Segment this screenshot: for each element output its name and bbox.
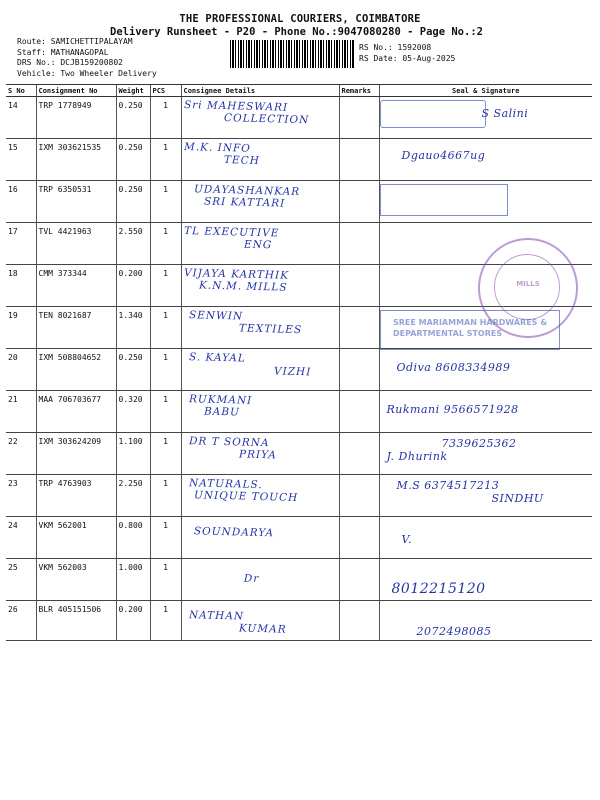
vehicle-label: Vehicle: Two Wheeler Delivery xyxy=(17,68,157,78)
consignee-line2: BABU xyxy=(203,405,240,419)
cell-consignee xyxy=(181,475,339,517)
cell-consignment: TEN 8021687 xyxy=(36,307,116,349)
consignee-line1: VIJAYA KARTHIK xyxy=(183,266,289,282)
cell-weight: 0.320 xyxy=(116,391,150,433)
consignee-line1: SENWIN xyxy=(188,309,243,323)
consignee-line2: TEXTILES xyxy=(238,322,302,337)
cell-weight: 0.250 xyxy=(116,349,150,391)
barcode xyxy=(230,40,355,68)
cell-pcs: 1 xyxy=(150,517,181,559)
drs-label: DRS No.: DCJB159200802 xyxy=(17,58,123,67)
header-meta xyxy=(17,37,157,79)
cell-consignment: IXM 303621535 xyxy=(36,139,116,181)
cell-signature xyxy=(379,601,592,641)
cell-remarks xyxy=(339,601,379,641)
cell-remarks xyxy=(339,559,379,601)
cell-weight: 2.250 xyxy=(116,475,150,517)
consignee-line1: DR T SORNA xyxy=(188,435,270,450)
cell-weight: 1.100 xyxy=(116,433,150,475)
route-label: Route: SAMICHETTIPALAYAM xyxy=(17,37,133,46)
rs-info xyxy=(359,42,455,64)
cell-consignee xyxy=(181,517,339,559)
cell-sno: 25 xyxy=(6,559,36,601)
signature-line1: Odiva 8608334989 xyxy=(396,361,511,374)
cell-weight: 0.250 xyxy=(116,181,150,223)
cell-sno: 26 xyxy=(6,601,36,641)
cell-pcs: 1 xyxy=(150,391,181,433)
hardware-stamp-text: SREE MARIAMMAN HARDWARES & DEPARTMENTAL STORES xyxy=(393,318,548,338)
cell-consignment: VKM 562003 xyxy=(36,559,116,601)
cell-consignment: MAA 706703677 xyxy=(36,391,116,433)
cell-remarks xyxy=(339,97,379,139)
cell-consignee xyxy=(181,97,339,139)
cell-consignment: TRP 1778949 xyxy=(36,97,116,139)
col-pcs: PCS xyxy=(150,85,181,97)
signature-line1: S Salini xyxy=(481,107,529,120)
consignee-line2: PRIYA xyxy=(238,448,277,462)
cell-pcs: 1 xyxy=(150,349,181,391)
cell-sno: 24 xyxy=(6,517,36,559)
cell-sno: 17 xyxy=(6,223,36,265)
consignee-line1: NATHAN xyxy=(188,609,244,623)
table-row xyxy=(6,601,592,641)
cell-remarks xyxy=(339,139,379,181)
consignee-line1: Dr xyxy=(243,572,259,585)
consignee-line2: KUMAR xyxy=(238,622,287,636)
cell-remarks xyxy=(339,349,379,391)
hardware-stamp xyxy=(380,310,560,350)
signature-line1: Rukmani 9566571928 xyxy=(386,403,519,416)
cell-sno: 23 xyxy=(6,475,36,517)
signature-line1: M.S 6374517213 xyxy=(396,479,500,492)
cell-remarks xyxy=(339,307,379,349)
cell-consignee xyxy=(181,433,339,475)
signature-line1: Dgauo4667ug xyxy=(401,149,486,162)
signature-line1: 7339625362 xyxy=(441,437,517,450)
cell-pcs: 1 xyxy=(150,601,181,641)
signature-line1: 2072498085 xyxy=(416,625,492,638)
table-row xyxy=(6,97,592,139)
signature-line1: V. xyxy=(401,533,413,546)
cell-consignee xyxy=(181,307,339,349)
col-sno: S No xyxy=(6,85,36,97)
cell-consignee xyxy=(181,391,339,433)
cell-pcs: 1 xyxy=(150,307,181,349)
consignee-line1: TL EXECUTIVE xyxy=(183,224,280,240)
table-row xyxy=(6,433,592,475)
consignee-line1: RUKMANI xyxy=(188,393,252,407)
cell-pcs: 1 xyxy=(150,559,181,601)
cell-sno: 14 xyxy=(6,97,36,139)
cell-consignee xyxy=(181,181,339,223)
company-name: THE PROFESSIONAL COURIERS, COIMBATORE xyxy=(179,13,421,25)
cell-signature xyxy=(379,433,592,475)
cell-consignee xyxy=(181,349,339,391)
cell-weight: 0.200 xyxy=(116,265,150,307)
table-header-row xyxy=(6,85,592,97)
shop-stamp xyxy=(380,100,486,128)
cell-signature xyxy=(379,517,592,559)
cell-consignment: IXM 508804652 xyxy=(36,349,116,391)
cell-pcs: 1 xyxy=(150,139,181,181)
cell-sno: 20 xyxy=(6,349,36,391)
cell-weight: 2.550 xyxy=(116,223,150,265)
cell-consignment: TRP 4763903 xyxy=(36,475,116,517)
cell-weight: 1.000 xyxy=(116,559,150,601)
table-row xyxy=(6,349,592,391)
cell-sno: 22 xyxy=(6,433,36,475)
consignee-line1: S. KAYAL xyxy=(188,351,246,365)
cell-consignment: CMM 373344 xyxy=(36,265,116,307)
consignee-line1: SOUNDARYA xyxy=(193,525,274,540)
col-consignment: Consignment No xyxy=(36,85,116,97)
col-seal: Seal & Signature xyxy=(379,85,592,97)
cell-pcs: 1 xyxy=(150,181,181,223)
cell-weight: 1.340 xyxy=(116,307,150,349)
cell-remarks xyxy=(339,433,379,475)
col-weight: Weight xyxy=(116,85,150,97)
signature-line1: 8012215120 xyxy=(391,581,486,597)
cell-pcs: 1 xyxy=(150,97,181,139)
consignee-line2: COLLECTION xyxy=(223,112,309,127)
cell-sno: 18 xyxy=(6,265,36,307)
cell-sno: 15 xyxy=(6,139,36,181)
consignee-line2: VIZHI xyxy=(273,365,311,379)
consignee-line2: UNIQUE TOUCH xyxy=(193,489,298,504)
cell-consignment: VKM 562001 xyxy=(36,517,116,559)
cell-weight: 0.250 xyxy=(116,139,150,181)
cell-weight: 0.800 xyxy=(116,517,150,559)
cell-weight: 0.200 xyxy=(116,601,150,641)
cell-weight: 0.250 xyxy=(116,97,150,139)
cell-consignee xyxy=(181,601,339,641)
cell-consignment: IXM 303624209 xyxy=(36,433,116,475)
cell-signature xyxy=(379,559,592,601)
table-row xyxy=(6,517,592,559)
rs-number: RS No.: 1592008 xyxy=(359,43,432,52)
col-remarks: Remarks xyxy=(339,85,379,97)
rs-date: RS Date: 05-Aug-2025 xyxy=(359,54,456,63)
runsheet-table xyxy=(6,84,592,641)
consignee-line2: TECH xyxy=(223,154,260,167)
cell-consignment: TRP 6350531 xyxy=(36,181,116,223)
cell-signature xyxy=(379,475,592,517)
cell-sno: 21 xyxy=(6,391,36,433)
cell-remarks xyxy=(339,517,379,559)
col-consignee: Consignee Details xyxy=(181,85,339,97)
cell-pcs: 1 xyxy=(150,223,181,265)
table-row xyxy=(6,475,592,517)
consignee-line1: UDAYASHANKAR xyxy=(193,183,300,199)
cell-consignee xyxy=(181,139,339,181)
cell-signature xyxy=(379,391,592,433)
cell-sno: 19 xyxy=(6,307,36,349)
table-row xyxy=(6,139,592,181)
cell-signature xyxy=(379,139,592,181)
signature-line2: J. Dhurink xyxy=(386,450,448,463)
runsheet-title: Delivery Runsheet - P20 - Phone No.:9047080280 - Page No.:2 xyxy=(110,26,483,38)
cell-consignment: TVL 4421963 xyxy=(36,223,116,265)
table-row xyxy=(6,559,592,601)
cell-remarks xyxy=(339,391,379,433)
cell-consignee xyxy=(181,559,339,601)
cell-remarks xyxy=(339,181,379,223)
cell-consignee xyxy=(181,223,339,265)
cell-consignee xyxy=(181,265,339,307)
table-row xyxy=(6,391,592,433)
consignee-line2: ENG xyxy=(243,238,272,252)
cell-sno: 16 xyxy=(6,181,36,223)
cell-pcs: 1 xyxy=(150,433,181,475)
staff-label: Staff: MATHANAGOPAL xyxy=(17,47,109,57)
consignee-line1: NATURALS. xyxy=(188,477,263,492)
cell-remarks xyxy=(339,223,379,265)
consignee-line2: K.N.M. MILLS xyxy=(198,279,288,294)
cell-remarks xyxy=(339,265,379,307)
cell-consignment: BLR 405151506 xyxy=(36,601,116,641)
consignee-line1: Sri MAHESWARI xyxy=(183,98,288,114)
seal-text: MILLS xyxy=(516,280,540,288)
cell-remarks xyxy=(339,475,379,517)
consignee-line2: SRI KATTARI xyxy=(203,195,285,210)
cell-pcs: 1 xyxy=(150,475,181,517)
company-stamp xyxy=(380,184,508,216)
signature-line2: SINDHU xyxy=(491,492,544,505)
consignee-line1: M.K. INFO xyxy=(183,140,251,155)
cell-pcs: 1 xyxy=(150,265,181,307)
cell-signature xyxy=(379,349,592,391)
